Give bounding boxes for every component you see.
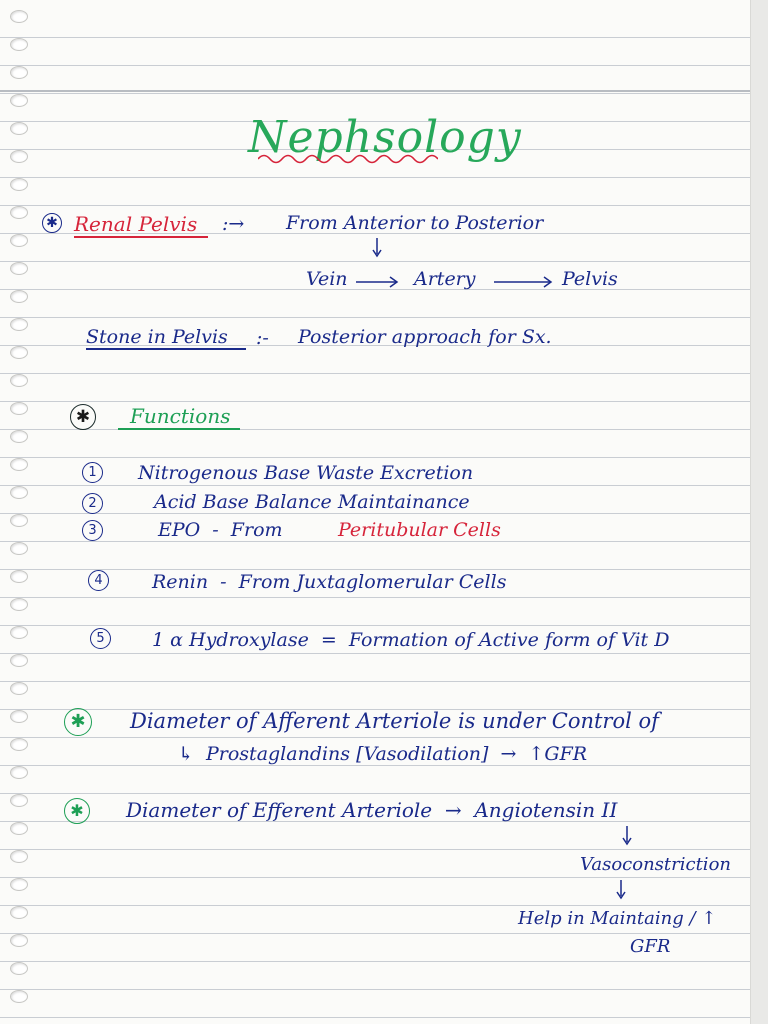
- item-number-1: 1: [82, 462, 103, 483]
- function-item-2: Acid Base Balance Maintainance: [154, 491, 470, 513]
- binding-hole: [10, 738, 28, 751]
- asterisk-bullet-icon: ✱: [64, 708, 92, 736]
- binding-hole: [10, 374, 28, 387]
- renal-pelvis-label: Renal Pelvis: [74, 212, 198, 236]
- down-arrow-icon: [622, 826, 632, 848]
- binding-hole: [10, 234, 28, 247]
- afferent-line-1: Diameter of Afferent Arteriole is under Control of: [130, 709, 659, 733]
- chain-vein: Vein: [306, 268, 348, 290]
- binding-hole: [10, 542, 28, 555]
- binding-hole: [10, 710, 28, 723]
- efferent-step-maintain: Help in Maintaing / ↑: [518, 908, 717, 929]
- binding-hole: [10, 150, 28, 163]
- spiral-holes: [10, 10, 32, 1020]
- down-arrow-icon: [372, 238, 382, 260]
- binding-hole: [10, 206, 28, 219]
- item-number-2: 2: [82, 493, 103, 514]
- binding-hole: [10, 598, 28, 611]
- functions-heading: Functions: [130, 404, 231, 428]
- function-item-3-highlight: Peritubular Cells: [338, 519, 501, 541]
- binding-hole: [10, 66, 28, 79]
- efferent-line-1: Diameter of Efferent Arteriole → Angiotensin II: [126, 798, 618, 822]
- binding-hole: [10, 794, 28, 807]
- stone-separator: :-: [256, 327, 269, 349]
- binding-hole: [10, 290, 28, 303]
- binding-hole: [10, 962, 28, 975]
- binding-hole: [10, 850, 28, 863]
- binding-hole: [10, 906, 28, 919]
- binding-hole: [10, 514, 28, 527]
- function-item-4: Renin - From Juxtaglomerular Cells: [152, 571, 507, 593]
- binding-hole: [10, 430, 28, 443]
- binding-hole: [10, 878, 28, 891]
- binding-hole: [10, 486, 28, 499]
- header-rule: [0, 90, 750, 92]
- binding-hole: [10, 766, 28, 779]
- functions-underline: [118, 428, 240, 430]
- binding-hole: [10, 318, 28, 331]
- chain-pelvis: Pelvis: [562, 268, 618, 290]
- item-number-4: 4: [88, 570, 109, 591]
- binding-hole: [10, 458, 28, 471]
- binding-hole: [10, 38, 28, 51]
- binding-hole: [10, 934, 28, 947]
- page-title: Nephsology: [248, 112, 522, 163]
- efferent-step-vasoconstriction: Vasoconstriction: [580, 854, 731, 875]
- binding-hole: [10, 682, 28, 695]
- right-arrow-icon: [494, 276, 554, 288]
- binding-hole: [10, 178, 28, 191]
- binding-hole: [10, 122, 28, 135]
- binding-hole: [10, 346, 28, 359]
- stone-label: Stone in Pelvis: [86, 326, 228, 348]
- binding-hole: [10, 402, 28, 415]
- binding-hole: [10, 262, 28, 275]
- function-item-1: Nitrogenous Base Waste Excretion: [138, 462, 474, 484]
- function-item-5: 1 α Hydroxylase = Formation of Active form of Vit D: [152, 629, 670, 651]
- binding-hole: [10, 822, 28, 835]
- title-wavy-underline: [258, 152, 438, 166]
- stone-text: Posterior approach for Sx.: [298, 326, 552, 348]
- stone-underline: [86, 348, 246, 350]
- binding-hole: [10, 990, 28, 1003]
- binding-hole: [10, 10, 28, 23]
- item-number-3: 3: [82, 520, 103, 541]
- binding-hole: [10, 570, 28, 583]
- efferent-step-gfr: GFR: [630, 936, 671, 957]
- chain-artery: Artery: [414, 268, 476, 290]
- asterisk-bullet-icon: ✱: [70, 404, 96, 430]
- renal-pelvis-separator: :→: [222, 213, 245, 235]
- item-number-5: 5: [90, 628, 111, 649]
- asterisk-bullet-icon: ✱: [64, 798, 90, 824]
- binding-hole: [10, 94, 28, 107]
- right-arrow-icon: [356, 276, 400, 288]
- asterisk-bullet-icon: ✱: [42, 213, 62, 233]
- down-arrow-icon: [616, 880, 626, 902]
- binding-hole: [10, 654, 28, 667]
- binding-hole: [10, 626, 28, 639]
- afferent-line-2: ↳ Prostaglandins [Vasodilation] → ↑GFR: [178, 743, 588, 765]
- renal-pelvis-text: From Anterior to Posterior: [286, 212, 544, 234]
- function-item-3-text: EPO - From: [158, 519, 283, 541]
- renal-pelvis-underline: [74, 236, 208, 238]
